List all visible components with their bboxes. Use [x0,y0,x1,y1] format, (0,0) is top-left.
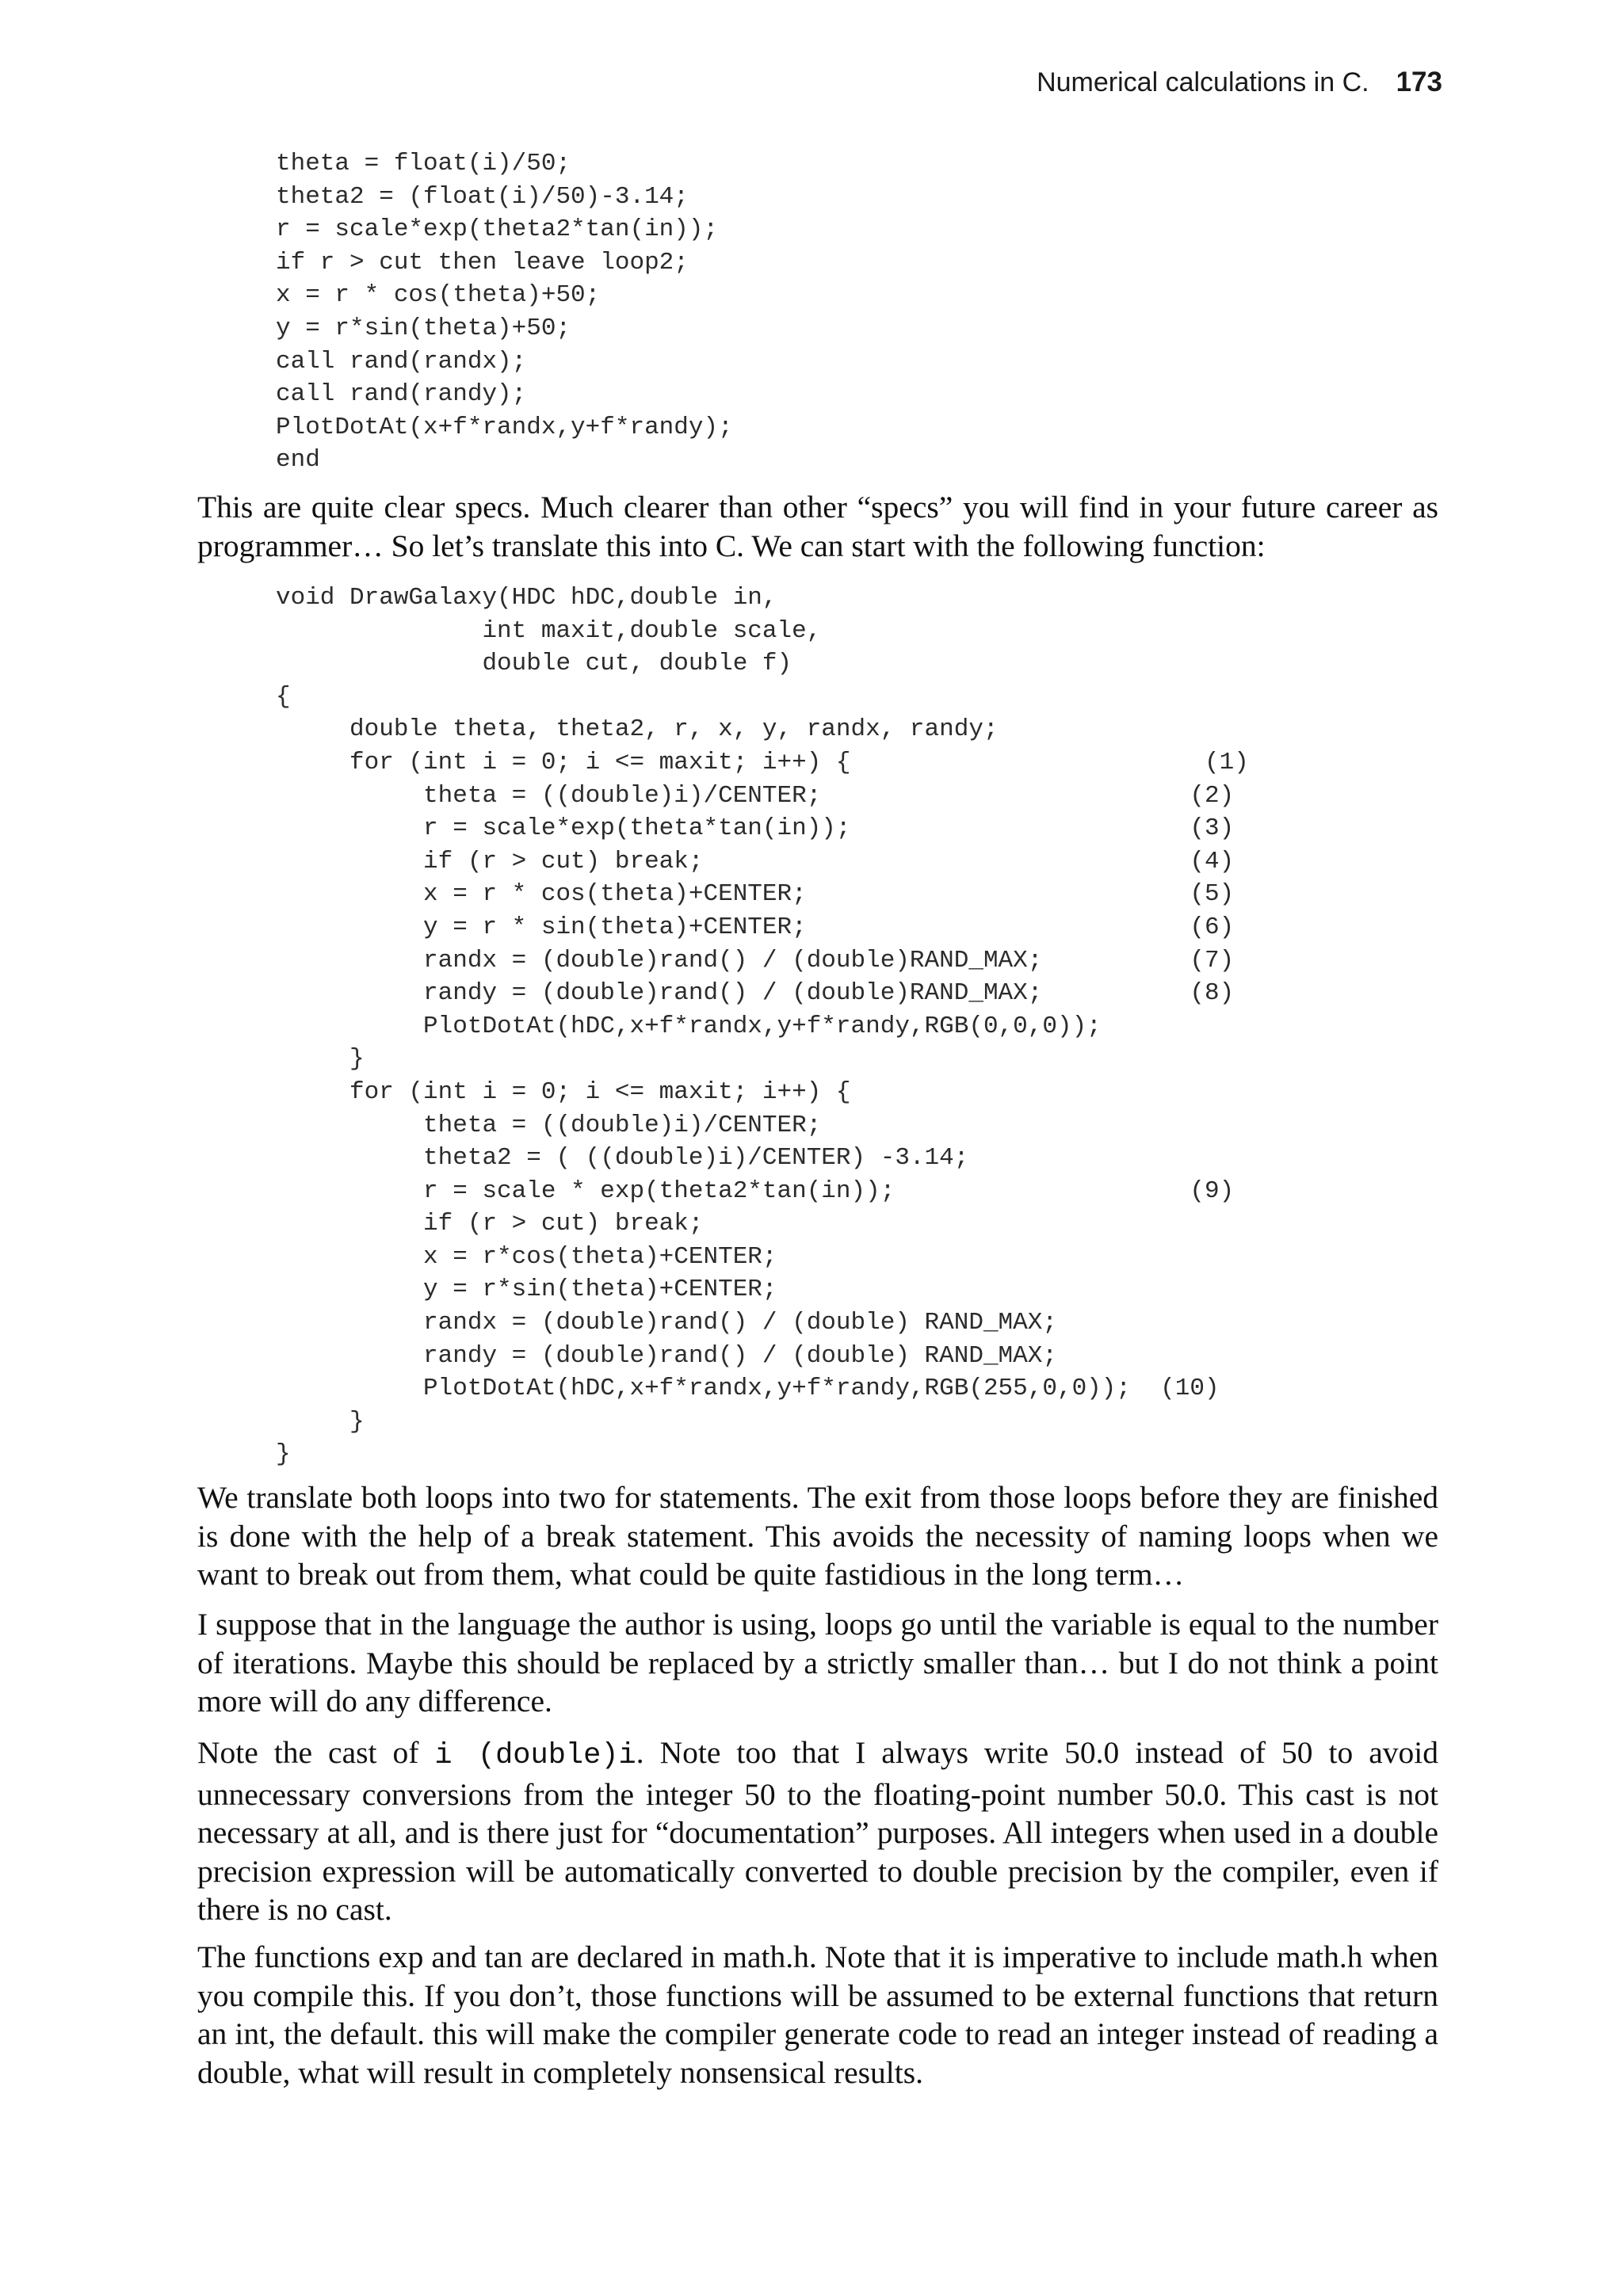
code-line: y = r * sin(theta)+CENTER; (6) [276,913,1235,941]
code-line: int maxit,double scale, [276,616,822,645]
code-line: void DrawGalaxy(HDC hDC,double in, [276,584,777,612]
inline-code: i (double)i [434,1739,636,1772]
code-line: end [276,446,320,475]
code-line: { [276,682,291,711]
paragraph-iterations: I suppose that in the language the author is using, loops go until the variable is equal to the number of iterations. Maybe this should be replaced by a strictly smaller than… but I do not think a point more will do any difference. [197,1607,1438,1718]
code-line: if (r > cut) break; (4) [276,847,1235,875]
code-line: r = scale*exp(theta*tan(in)); (3) [276,814,1235,843]
code-line: theta2 = (float(i)/50)-3.14; [276,182,689,211]
code-line: PlotDotAt(x+f*randx,y+f*randy); [276,413,733,441]
code-block-pseudocode [276,147,733,477]
code-line: randy = (double)rand() / (double)RAND_MAX; (8) [276,979,1235,1008]
code-line: theta = float(i)/50; [276,150,571,177]
code-line: if (r > cut) break; [276,1210,704,1238]
code-line: y = r*sin(theta)+50; [276,314,571,342]
paragraph-cast-rest: . Note too that I always write 50.0 instead of 50 to avoid unnecessary conversions from the integer 50 to the floating-point number 50.0. This cast is not necessary at all, and is there just for “documentation” purposes. All integers when used in a double precision expression will be automatically converted to double precision by the compiler, even if there is no cast. [197,1735,1438,1927]
paragraph-math-h: The functions exp and tan are declared in math.h. Note that it is imperative to include math.h when you compile this. If you don’t, those functions will be assumed to be external functions that return an int, the default. this will make the compiler generate code to read an integer instead of reading a double, what will result in completely nonsensical results. [197,1939,1438,2090]
code-line: randx = (double)rand() / (double)RAND_MAX; (7) [276,946,1235,974]
code-line: x = r*cos(theta)+CENTER; [276,1242,777,1271]
code-line: randx = (double)rand() / (double) RAND_MAX; [276,1309,1057,1337]
running-head [1037,67,1442,98]
paragraph-intro: This are quite clear specs. Much clearer than other “specs” you will find in your future career as programmer… So let’s translate this into C. We can start with the following function: [197,490,1438,563]
paragraph-cast [197,1733,1438,1929]
paragraph-cast-lead: Note the cast of [197,1735,435,1770]
code-line: r = scale * exp(theta2*tan(in)); (9) [276,1177,1235,1205]
code-line: if r > cut then leave loop2; [276,248,689,277]
code-line: PlotDotAt(hDC,x+f*randx,y+f*randy,RGB(0,0,0)); [276,1012,1102,1040]
code-line: call rand(randy); [276,380,527,409]
code-line: theta = ((double)i)/CENTER; (2) [276,781,1235,810]
code-line: x = r * cos(theta)+50; [276,281,601,310]
code-line: x = r * cos(theta)+CENTER; (5) [276,880,1235,909]
code-line: theta2 = ( ((double)i)/CENTER) -3.14; [276,1144,969,1173]
code-line: call rand(randx); [276,347,527,376]
code-line: } [276,1440,291,1469]
paragraph-loops: We translate both loops into two for statements. The exit from those loops before they are finished is done with the help of a break statement. This avoids the necessity of naming loops when we want to break out from them, what could be quite fastidious in the long term… [197,1480,1438,1592]
running-head-title: Numerical calculations in C. [1037,67,1369,97]
code-block-draw-galaxy [276,582,1249,1471]
code-line: for (int i = 0; i <= maxit; i++) { (1) [276,748,1249,776]
code-line: theta = ((double)i)/CENTER; [276,1111,822,1139]
page-number: 173 [1396,67,1442,97]
code-line: double cut, double f) [276,650,792,678]
code-line: } [276,1045,365,1074]
code-line: } [276,1407,365,1436]
code-line: r = scale*exp(theta2*tan(in)); [276,215,719,244]
code-line: for (int i = 0; i <= maxit; i++) { [276,1077,851,1106]
code-line: y = r*sin(theta)+CENTER; [276,1276,777,1304]
code-line: double theta, theta2, r, x, y, randx, randy; [276,715,999,744]
code-line: randy = (double)rand() / (double) RAND_MAX; [276,1341,1057,1370]
code-line: PlotDotAt(hDC,x+f*randx,y+f*randy,RGB(255,0,0)); (10) [276,1375,1220,1403]
